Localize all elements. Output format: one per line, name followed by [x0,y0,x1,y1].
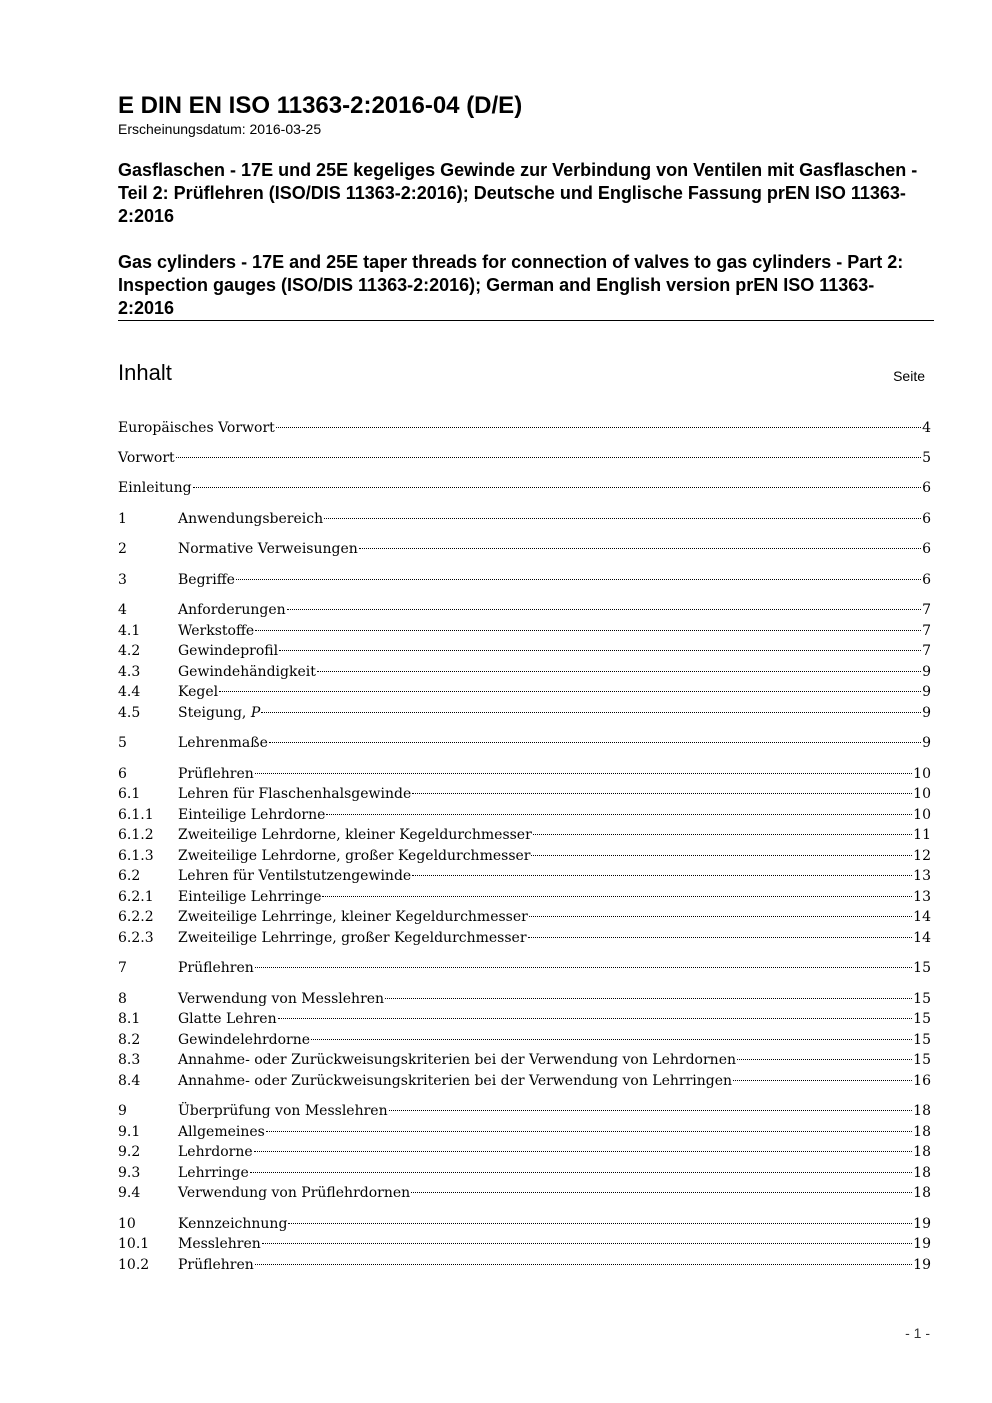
toc-entry-title: Prüflehren [178,960,254,976]
toc-entry-page: 15 [913,1052,931,1068]
toc-entry-page: 9 [922,684,931,700]
toc-entry[interactable] [118,989,931,1009]
toc-entry-title: Kegel [178,684,219,700]
toc-entry-number: 4.2 [118,643,141,659]
toc-entry[interactable] [118,418,931,438]
document-id: E DIN EN ISO 11363-2:2016-04 (D/E) [118,92,523,119]
toc-entry-number: 1 [118,511,127,527]
toc-leader-dots [412,793,912,794]
toc-entry-title: Prüflehren [178,766,254,782]
toc-entry-page: 9 [922,664,931,680]
toc-entry-title: Zweiteilige Lehrdorne, kleiner Kegeldurchmesser [178,827,532,843]
toc-entry-page: 6 [922,511,931,527]
toc-leader-dots [255,1264,912,1265]
toc-entry-title: Werkstoffe [178,623,255,639]
toc-entry-number: 5 [118,735,127,751]
toc-leader-dots [317,671,921,672]
toc-entry-page: 6 [922,541,931,557]
toc-leader-dots [255,630,921,631]
toc-entry-title: Lehren für Flaschenhalsgewinde [178,786,412,802]
toc-leader-dots [255,773,912,774]
toc-entry[interactable] [118,1071,931,1091]
toc-entry-title: Zweiteilige Lehrringe, großer Kegeldurchmesser [178,930,527,946]
toc-entry-title: Glatte Lehren [178,1011,277,1027]
toc-entry-page: 15 [913,991,931,1007]
toc-leader-dots [288,1223,912,1224]
toc-entry-title: Lehrenmaße [178,735,268,751]
toc-entry-title: Begriffe [178,572,235,588]
toc-entry-title: Normative Verweisungen [178,541,358,557]
toc-entry-title: Einleitung [118,480,192,496]
toc-leader-dots [193,487,922,488]
toc-entry-title: Zweiteilige Lehrringe, kleiner Kegeldurchmesser [178,909,528,925]
toc-leader-dots [322,896,912,897]
toc-entry-title: Einteilige Lehrdorne [178,807,326,823]
toc-leader-dots [389,1110,913,1111]
toc-entry-number: 6.1.3 [118,848,154,864]
toc-leader-dots [737,1059,912,1060]
toc-entry[interactable] [118,825,931,845]
toc-entry-page: 19 [913,1257,931,1273]
toc-entry-number: 4.3 [118,664,141,680]
toc-entry-number: 6 [118,766,127,782]
toc-entry-page: 7 [922,623,931,639]
toc-entry[interactable] [118,1101,931,1121]
toc-entry-number: 6.1 [118,786,141,802]
toc-leader-dots [262,1243,912,1244]
toc-entry-number: 2 [118,541,127,557]
toc-entry[interactable] [118,641,931,661]
toc-page-label: Seite [893,368,925,384]
toc-entry-number: 8.3 [118,1052,141,1068]
toc-entry-number: 9.2 [118,1144,141,1160]
toc-entry-page: 11 [913,827,931,843]
toc-leader-dots [529,916,912,917]
toc-entry[interactable] [118,733,931,753]
toc-entry-number: 3 [118,572,127,588]
toc-entry[interactable] [118,887,931,907]
toc-entry[interactable] [118,703,931,723]
toc-leader-dots [278,1018,913,1019]
toc-entry-page: 13 [913,889,931,905]
toc-entry-title: Lehrdorne [178,1144,253,1160]
toc-entry[interactable] [118,682,931,702]
toc-leader-dots [255,967,912,968]
toc-leader-dots [385,998,912,999]
toc-entry-title: Allgemeines [178,1124,265,1140]
page-number: - 1 - [905,1325,930,1341]
toc-entry-number: 4.4 [118,684,141,700]
toc-entry-title: Steigung, P [178,705,261,721]
toc-entry-title: Anforderungen [178,602,286,618]
toc-entry-title: Prüflehren [178,1257,254,1273]
toc-entry-page: 7 [922,602,931,618]
toc-entry-number: 6.2.2 [118,909,154,925]
toc-entry-number: 7 [118,960,127,976]
toc-entry[interactable] [118,600,931,620]
toc-entry-title: Annahme- oder Zurückweisungskriterien bei der Verwendung von Lehrringen [178,1073,733,1089]
toc-entry[interactable] [118,846,931,866]
toc-entry[interactable] [118,1234,931,1254]
toc-entry-number: 4 [118,602,127,618]
toc-entry-title: Annahme- oder Zurückweisungskriterien bei der Verwendung von Lehrdornen [178,1052,736,1068]
toc-entry-title: Verwendung von Prüflehrdornen [178,1185,411,1201]
toc-leader-dots [359,548,921,549]
toc-entry[interactable] [118,907,931,927]
title-english: Gas cylinders - 17E and 25E taper threads for connection of valves to gas cylinders - Part 2: Inspection gauges (ISO/DIS 11363-2:2016); German and English version prEN ISO 11363-2:2016 [118,252,904,318]
toc-entry-page: 14 [913,909,931,925]
toc-entry[interactable] [118,1183,931,1203]
toc-entry-title: Kennzeichnung [178,1216,288,1232]
toc-leader-dots [531,855,912,856]
toc-entry-number: 9.3 [118,1165,141,1181]
toc-entry[interactable] [118,1009,931,1029]
toc-entry-number: 6.2.3 [118,930,154,946]
toc-entry-number: 9.4 [118,1185,141,1201]
toc-entry-page: 19 [913,1216,931,1232]
toc-heading: Inhalt [118,360,172,385]
toc-entry-title: Lehren für Ventilstutzengewinde [178,868,412,884]
toc-entry-page: 18 [913,1103,931,1119]
toc-entry[interactable] [118,621,931,641]
toc-entry[interactable] [118,1122,931,1142]
toc-entry[interactable] [118,805,931,825]
toc-leader-dots [733,1080,912,1081]
toc-entry[interactable] [118,784,931,804]
toc-leader-dots [326,814,912,815]
toc-entry[interactable] [118,1030,931,1050]
toc-leader-dots [261,712,921,713]
toc-entry-page: 15 [913,1032,931,1048]
toc-leader-dots [411,1192,912,1193]
toc-entry-title: Zweiteilige Lehrdorne, großer Kegeldurchmesser [178,848,531,864]
toc-entry-page: 13 [913,868,931,884]
toc-entry[interactable] [118,928,931,948]
toc-entry-number: 4.5 [118,705,141,721]
toc-entry[interactable] [118,478,931,498]
toc-entry-page: 9 [922,735,931,751]
toc-entry[interactable] [118,764,931,784]
toc-entry-page: 10 [913,786,931,802]
toc-entry-page: 4 [922,420,931,436]
toc-entry-page: 9 [922,705,931,721]
toc-entry-number: 10.2 [118,1257,150,1273]
toc-leader-dots [287,609,921,610]
toc-leader-dots [412,875,912,876]
toc-leader-dots [311,1039,912,1040]
toc-entry[interactable] [118,1214,931,1234]
toc-entry-title: Überprüfung von Messlehren [178,1103,388,1119]
toc-leader-dots [254,1151,912,1152]
toc-entry-page: 7 [922,643,931,659]
toc-entry[interactable] [118,662,931,682]
toc-entry-title: Gewindeprofil [178,643,279,659]
toc-entry-title: Gewindelehrdorne [178,1032,311,1048]
toc-entry-title: Messlehren [178,1236,261,1252]
toc-entry-number: 9.1 [118,1124,141,1140]
toc-entry-page: 14 [913,930,931,946]
toc-entry-number: 6.2 [118,868,141,884]
toc-leader-dots [276,427,921,428]
toc-leader-dots [266,1131,912,1132]
toc-entry-title: Einteilige Lehrringe [178,889,322,905]
toc-entry-page: 12 [913,848,931,864]
toc-entry-page: 6 [922,572,931,588]
toc-entry-title: Europäisches Vorwort [118,420,275,436]
toc-entry-page: 16 [913,1073,931,1089]
toc-entry-number: 6.1.1 [118,807,154,823]
toc-entry-page: 18 [913,1165,931,1181]
toc-leader-dots [528,937,913,938]
toc-leader-dots [250,1172,912,1173]
toc-entry[interactable] [118,539,931,559]
toc-leader-dots [236,579,921,580]
toc-entry-number: 4.1 [118,623,141,639]
toc-entry-page: 10 [913,807,931,823]
toc-entry-page: 6 [922,480,931,496]
toc-leader-dots [269,742,921,743]
toc-entry[interactable] [118,570,931,590]
toc-entry-title: Vorwort [118,450,175,466]
toc-entry-number: 8 [118,991,127,1007]
publication-date: Erscheinungsdatum: 2016-03-25 [118,121,322,137]
toc-entry-page: 18 [913,1144,931,1160]
toc-entry-number: 8.4 [118,1073,141,1089]
toc-entry-title: Lehrringe [178,1165,249,1181]
toc-entry-number: 6.2.1 [118,889,154,905]
toc-entry[interactable] [118,1255,931,1275]
toc-entry-page: 5 [922,450,931,466]
toc-entry-number: 6.1.2 [118,827,154,843]
toc-entry[interactable] [118,1163,931,1183]
toc-entry[interactable] [118,509,931,529]
toc-entry-page: 15 [913,960,931,976]
table-of-contents [118,0,931,1403]
toc-entry-page: 10 [913,766,931,782]
toc-entry-number: 8.2 [118,1032,141,1048]
toc-leader-dots [219,691,921,692]
toc-leader-dots [533,834,912,835]
toc-entry-page: 15 [913,1011,931,1027]
toc-leader-dots [279,650,921,651]
toc-entry-page: 18 [913,1185,931,1201]
toc-entry[interactable] [118,866,931,886]
toc-entry[interactable] [118,958,931,978]
toc-entry-number: 10 [118,1216,136,1232]
toc-entry-title: Anwendungsbereich [178,511,324,527]
toc-leader-dots [324,518,921,519]
toc-entry-page: 19 [913,1236,931,1252]
toc-entry-number: 8.1 [118,1011,141,1027]
toc-entry[interactable] [118,448,931,468]
toc-entry-page: 18 [913,1124,931,1140]
toc-entry-number: 9 [118,1103,127,1119]
toc-entry-title: Verwendung von Messlehren [178,991,385,1007]
toc-entry-title: Gewindehändigkeit [178,664,316,680]
title-german: Gasflaschen - 17E und 25E kegeliges Gewinde zur Verbindung von Ventilen mit Gasflaschen - Teil 2: Prüflehren (ISO/DIS 11363-2:2016); Deutsche und Englische Fassung prEN ISO 11363-2:2016 [118,160,918,226]
toc-entry-number: 10.1 [118,1236,150,1252]
toc-leader-dots [176,457,921,458]
toc-entry[interactable] [118,1050,931,1070]
toc-entry[interactable] [118,1142,931,1162]
